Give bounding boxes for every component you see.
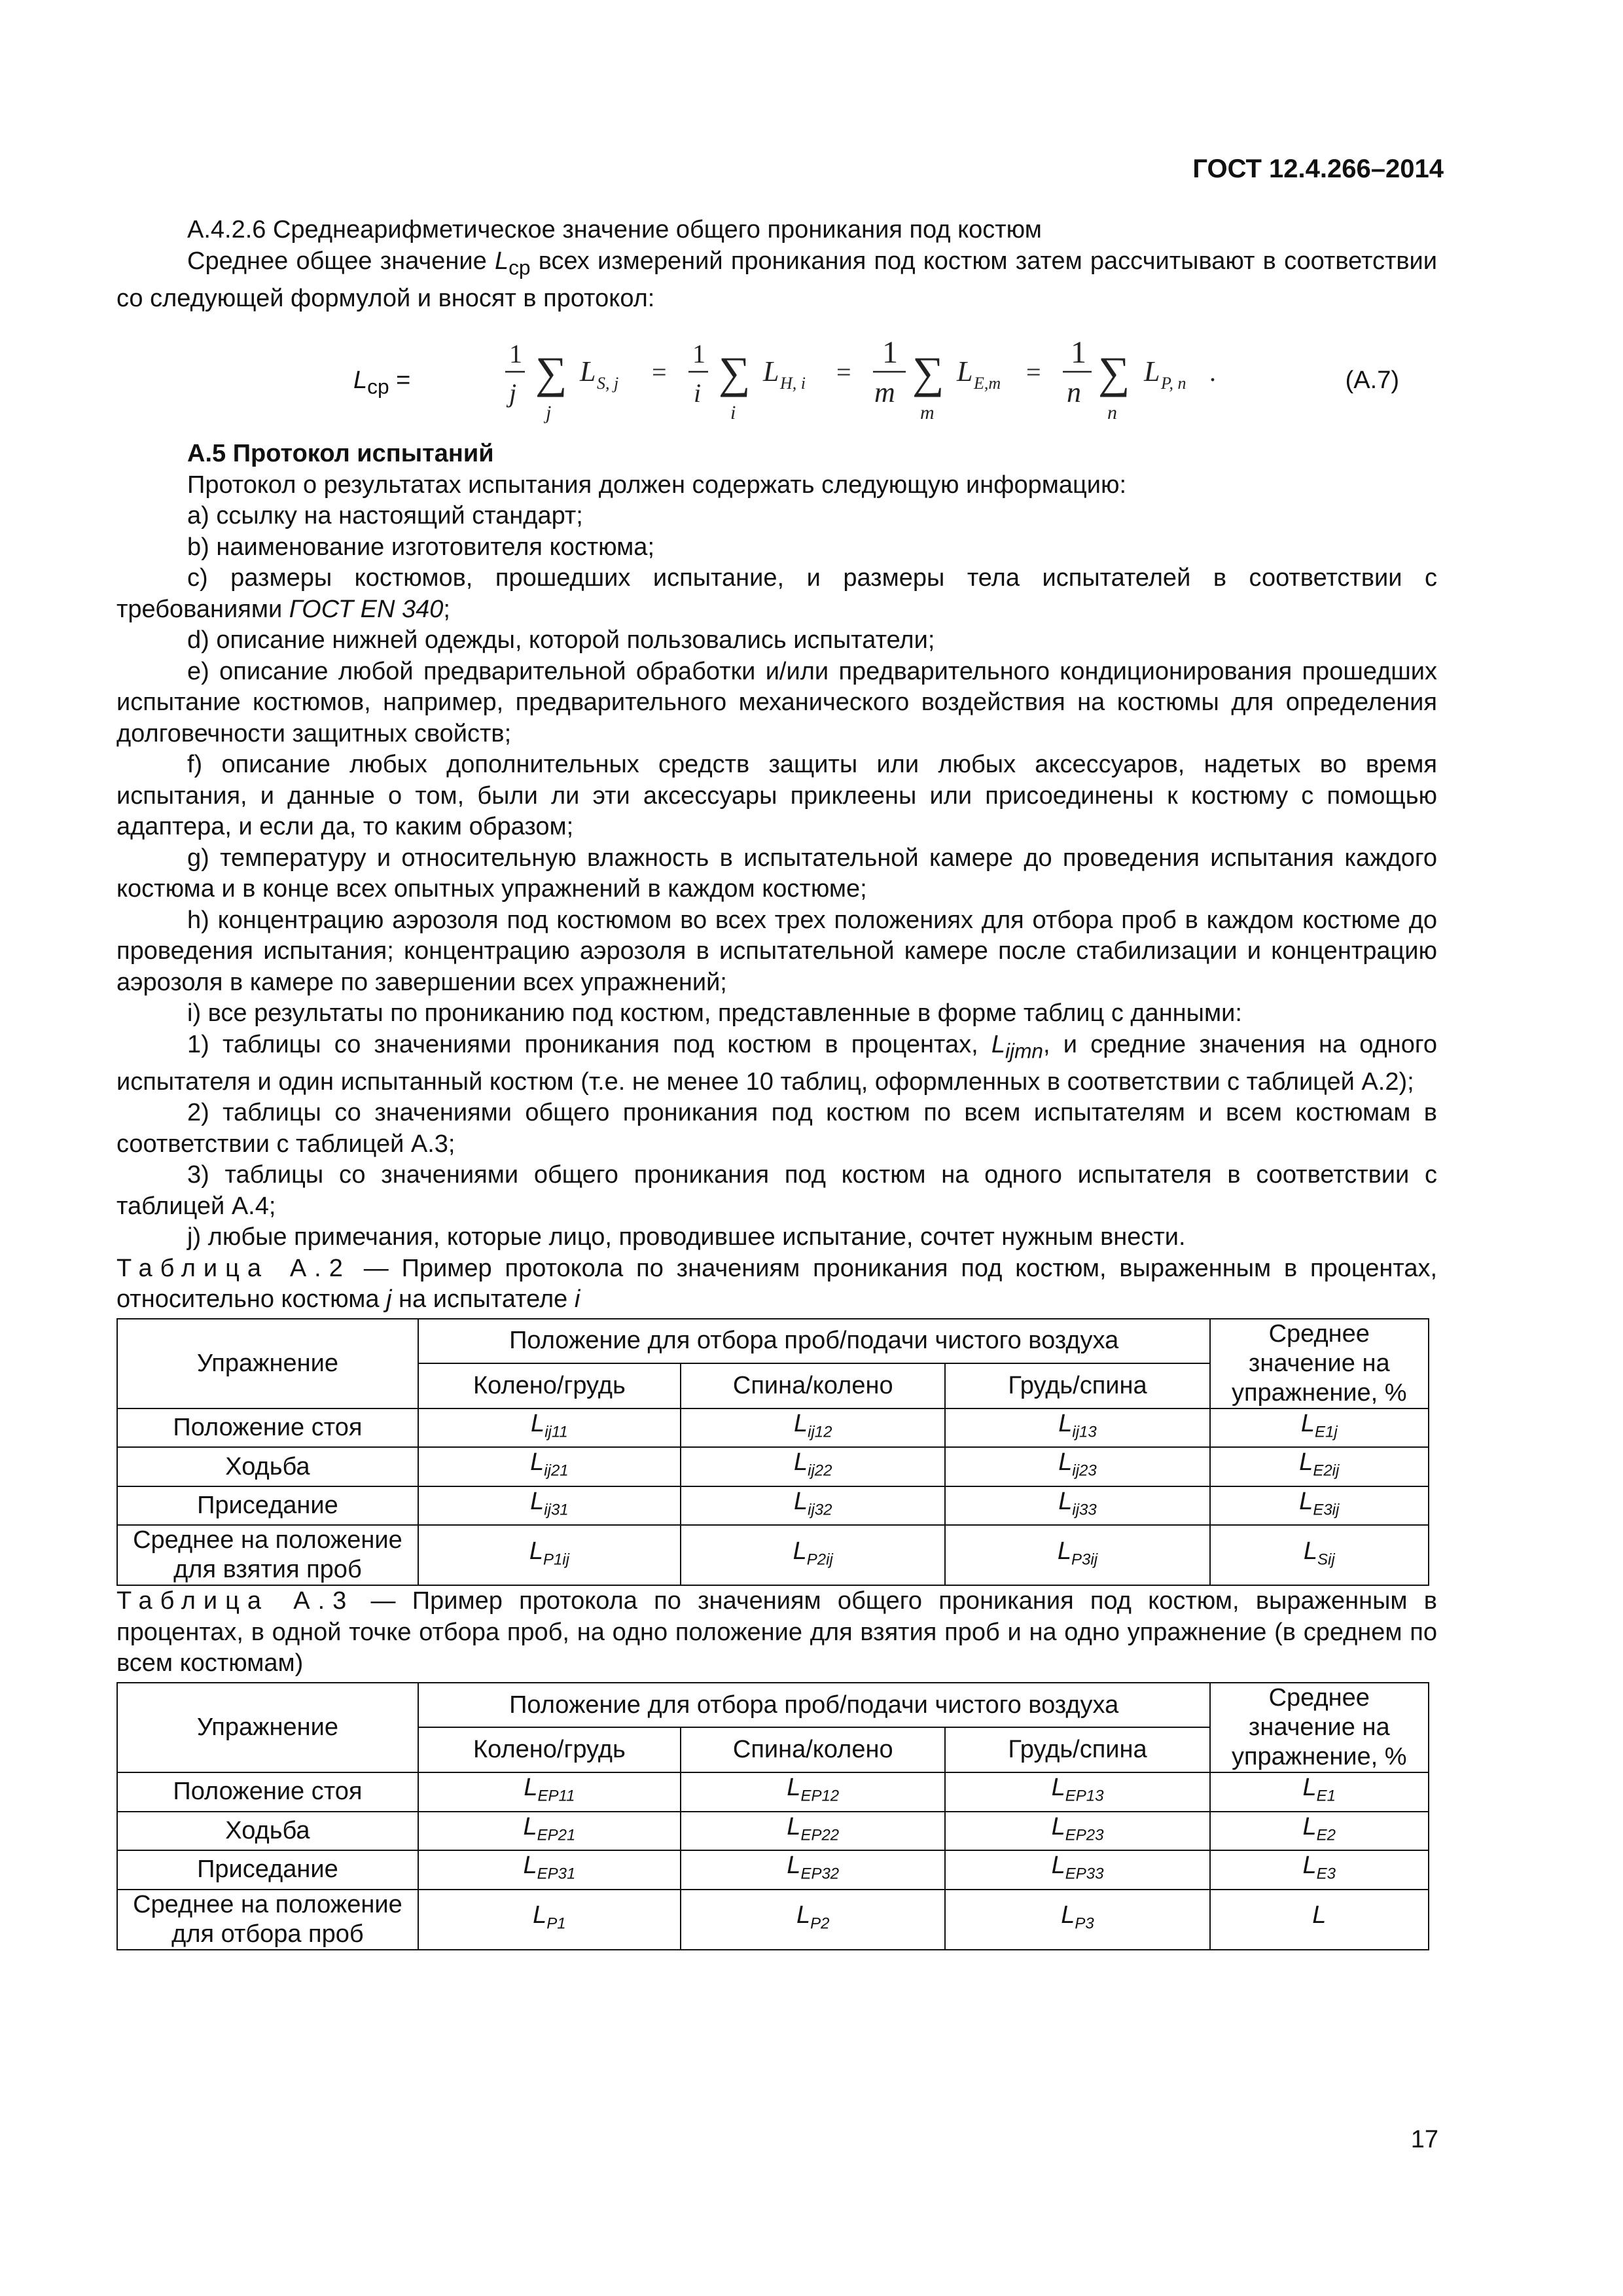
table-cell: $L_{ij31}$ <box>418 1486 681 1526</box>
section-a426-paragraph: Среднее общее значение $L_{ср}$ всех измерений проникания под костюм затем рассчитывают в соответствии со следующей формулой и вносят в протокол: <box>116 247 1437 312</box>
table-cell: $L_{ij32}$ <box>681 1486 945 1526</box>
formula-term-1-num: 1 <box>509 339 522 369</box>
table-a2-header-position: Положение для отбора проб/подачи чистого воздуха <box>418 1319 1210 1364</box>
formula-term-1-L: L <box>580 355 596 388</box>
table-cell: $L_{ij11}$ <box>418 1408 681 1448</box>
table-a2 <box>116 1318 1429 1587</box>
formula-tail: . <box>1209 357 1216 387</box>
protocol-intro: Протокол о результатах испытания должен содержать следующую информацию: <box>187 471 1127 499</box>
table-cell: $L_{ij23}$ <box>945 1447 1209 1486</box>
table-cell: $L_{E3ij}$ <box>1210 1486 1429 1526</box>
table-cell: $L_{ij13}$ <box>945 1408 1209 1448</box>
table-cell: $L_{P2ij}$ <box>681 1525 945 1585</box>
table-cell: $L_{E2}$ <box>1210 1812 1429 1851</box>
table-cell: $L_{E3}$ <box>1210 1850 1429 1890</box>
table-cell: $L_{P3}$ <box>945 1890 1209 1950</box>
table-a3-caption: Таблица А.3 — Пример протокола по значениям общего проникания под костюм, выраженным в процентах, в одной точке отбора проб, на одно положение для взятия проб и на одно упражнение (в среднем по всем костюмам) <box>116 1587 1437 1677</box>
table-cell: $L_{E2ij}$ <box>1210 1447 1429 1486</box>
table-row <box>117 1486 1429 1526</box>
table-a3-header-exercise: Упражнение <box>117 1683 418 1772</box>
table-a3-header-position: Положение для отбора проб/подачи чистого воздуха <box>418 1683 1210 1728</box>
table-cell: $L_{P3ij}$ <box>945 1525 1209 1585</box>
row-label: Ходьба <box>117 1447 418 1486</box>
table-a2-header-exercise: Упражнение <box>117 1319 418 1408</box>
table-a3-subheader: Грудь/спина <box>945 1727 1209 1772</box>
protocol-item-i: i) все результаты по прониканию под костюм, представленные в форме таблиц с данными: <box>187 999 1242 1028</box>
formula-number: (А.7) <box>1345 367 1399 395</box>
formula-term-4-index: n <box>1107 402 1117 424</box>
table-cell: $L_{EP33}$ <box>945 1850 1209 1890</box>
table-cell: $L_{EP13}$ <box>945 1772 1209 1812</box>
formula-term-4-num: 1 <box>1071 335 1086 370</box>
formula-term-2-sigma: ∑ <box>719 348 751 398</box>
table-a3-subheader: Спина/колено <box>681 1727 945 1772</box>
formula-term-4-sigma: ∑ <box>1098 348 1130 398</box>
table-row <box>117 1447 1429 1486</box>
formula-term-2-index: i <box>730 402 736 424</box>
row-label: Среднее на положение для взятия проб <box>117 1525 418 1585</box>
table-cell: $L_{EP11}$ <box>418 1772 681 1812</box>
formula-term-2-sub: H, i <box>780 374 806 393</box>
table-a2-subheader: Спина/колено <box>681 1363 945 1408</box>
formula-term-1-sub: S, j <box>597 374 619 393</box>
protocol-item-f: f) описание любых дополнительных средств защиты или любых аксессуаров, надетых во время испытания, и данные о том, были ли эти аксессуары приклеены или присоединены к костюму с помощью адаптера, и если да, то каким образом; <box>116 751 1437 841</box>
table-cell: $L_{Sij}$ <box>1210 1525 1429 1585</box>
table-a2-subheader: Грудь/спина <box>945 1363 1209 1408</box>
row-label: Положение стоя <box>117 1408 418 1448</box>
protocol-item-i2: 2) таблицы со значениями общего проникания под костюм по всем испытателям и всем костюмам в соответствии с таблицей А.3; <box>116 1099 1437 1158</box>
table-a3-label: Таблица А.3 <box>116 1587 355 1615</box>
formula-a7 <box>116 314 1437 439</box>
table-a2-header-mean: Среднее значение на упражнение, % <box>1210 1319 1429 1408</box>
formula-term-3-index: m <box>920 402 935 424</box>
table-a3 <box>116 1682 1429 1950</box>
table-row <box>117 1850 1429 1890</box>
formula-term-1-index: j <box>546 402 552 424</box>
formula-term-3-num: 1 <box>882 335 898 370</box>
protocol-item-i3: 3) таблицы со значениями общего проникания под костюм на одного испытателя в соответствии с таблицей А.4; <box>116 1161 1437 1220</box>
table-row <box>117 1772 1429 1812</box>
formula-expression <box>503 317 1288 435</box>
standard-header: ГОСТ 12.4.266–2014 <box>1192 154 1444 183</box>
row-label: Среднее на положение для отбора проб <box>117 1890 418 1950</box>
section-a5-title: А.5 Протокол испытаний <box>187 440 494 468</box>
protocol-item-c: c) размеры костюмов, прошедших испытание, и размеры тела испытателей в соответствии с требованиями ГОСТ EN 340; <box>116 564 1437 623</box>
table-cell: $L_{EP12}$ <box>681 1772 945 1812</box>
protocol-item-g: g) температуру и относительную влажность в испытательной камере до проведения испытания каждого костюма и в конце всех опытных упражнений в каждом костюме; <box>116 844 1437 903</box>
formula-eq-2: = <box>836 357 851 387</box>
row-label: Положение стоя <box>117 1772 418 1812</box>
formula-term-4-den: n <box>1067 376 1081 409</box>
table-a2-subheader: Колено/грудь <box>418 1363 681 1408</box>
formula-term-3-den: m <box>874 376 895 409</box>
section-a426-heading: А.4.2.6 Среднеарифметическое значение общего проникания под костюм <box>187 216 1042 243</box>
table-cell: L <box>1210 1890 1429 1950</box>
row-label: Приседание <box>117 1486 418 1526</box>
table-cell: $L_{E1j}$ <box>1210 1408 1429 1448</box>
formula-lhs: $L_{ср}$ = <box>353 367 411 399</box>
formula-term-1-den: j <box>509 378 517 408</box>
protocol-item-i1: 1) таблицы со значениями проникания под костюм в процентах, $L_{ijmn}$, и средние значения на одного испытателя и один испытанный костюм (т.е. не менее 10 таблиц, оформленных в соответствии с таблицей А.2); <box>116 1030 1437 1096</box>
protocol-item-e: e) описание любой предварительной обработки и/или предварительного кондиционирования прошедших испытание костюмов, например, предварительного механического воздействия на костюмы для определения долговечности защитных свойств; <box>116 657 1437 747</box>
formula-eq-3: = <box>1026 357 1041 387</box>
formula-term-4-L: L <box>1144 355 1160 388</box>
formula-term-1-sigma: ∑ <box>535 348 567 398</box>
table-cell: $L_{P1}$ <box>418 1890 681 1950</box>
formula-term-2-den: i <box>694 378 702 408</box>
table-cell: $L_{ij21}$ <box>418 1447 681 1486</box>
formula-term-2-num: 1 <box>692 339 705 369</box>
table-cell: $L_{P1ij}$ <box>418 1525 681 1585</box>
table-a2-caption: Таблица А.2 — Пример протокола по значениям проникания под костюм, выраженным в процентах, относительно костюма j на испытателе i <box>116 1254 1438 1314</box>
standard-reference: ГОСТ EN 340 <box>289 595 444 623</box>
table-row <box>117 1812 1429 1851</box>
table-cell: $L_{E1}$ <box>1210 1772 1429 1812</box>
formula-term-4-sub: P, n <box>1161 374 1186 393</box>
table-a3-header-mean: Среднее значение на упражнение, % <box>1210 1683 1429 1772</box>
table-row-mean <box>117 1525 1429 1585</box>
table-cell: $L_{EP23}$ <box>945 1812 1209 1851</box>
formula-term-3-L: L <box>957 355 973 388</box>
table-cell: $L_{EP32}$ <box>681 1850 945 1890</box>
formula-eq-1: = <box>652 357 667 387</box>
table-cell: $L_{ij12}$ <box>681 1408 945 1448</box>
table-row <box>117 1408 1429 1448</box>
table-cell: $L_{ij33}$ <box>945 1486 1209 1526</box>
table-cell: $L_{ij22}$ <box>681 1447 945 1486</box>
protocol-item-d: d) описание нижней одежды, которой пользовались испытатели; <box>187 626 935 655</box>
page-content <box>116 215 1437 1950</box>
protocol-item-a: а) ссылку на настоящий стандарт; <box>187 502 583 530</box>
row-label: Ходьба <box>117 1812 418 1851</box>
table-a3-subheader: Колено/грудь <box>418 1727 681 1772</box>
page-number: 17 <box>1410 2126 1438 2153</box>
table-a2-label: Таблица А.2 <box>116 1254 351 1282</box>
row-label: Приседание <box>117 1850 418 1890</box>
table-cell: $L_{P2}$ <box>681 1890 945 1950</box>
table-cell: $L_{EP22}$ <box>681 1812 945 1851</box>
formula-term-3-sigma: ∑ <box>912 348 944 398</box>
table-cell: $L_{EP21}$ <box>418 1812 681 1851</box>
protocol-item-b: b) наименование изготовителя костюма; <box>187 533 655 561</box>
protocol-item-h: h) концентрацию аэрозоля под костюмом во всех трех положениях для отбора проб в каждом костюме до проведения испытания; концентрацию аэрозоля в испытательной камере после стабилизации и концентрацию аэрозоля в камере по завершении всех упражнений; <box>116 906 1437 996</box>
formula-term-2-L: L <box>763 355 779 388</box>
table-cell: $L_{EP31}$ <box>418 1850 681 1890</box>
protocol-item-j: j) любые примечания, которые лицо, проводившее испытание, сочтет нужным внести. <box>187 1223 1186 1251</box>
formula-term-3-sub: E,m <box>974 374 1001 393</box>
table-row-mean <box>117 1890 1429 1950</box>
